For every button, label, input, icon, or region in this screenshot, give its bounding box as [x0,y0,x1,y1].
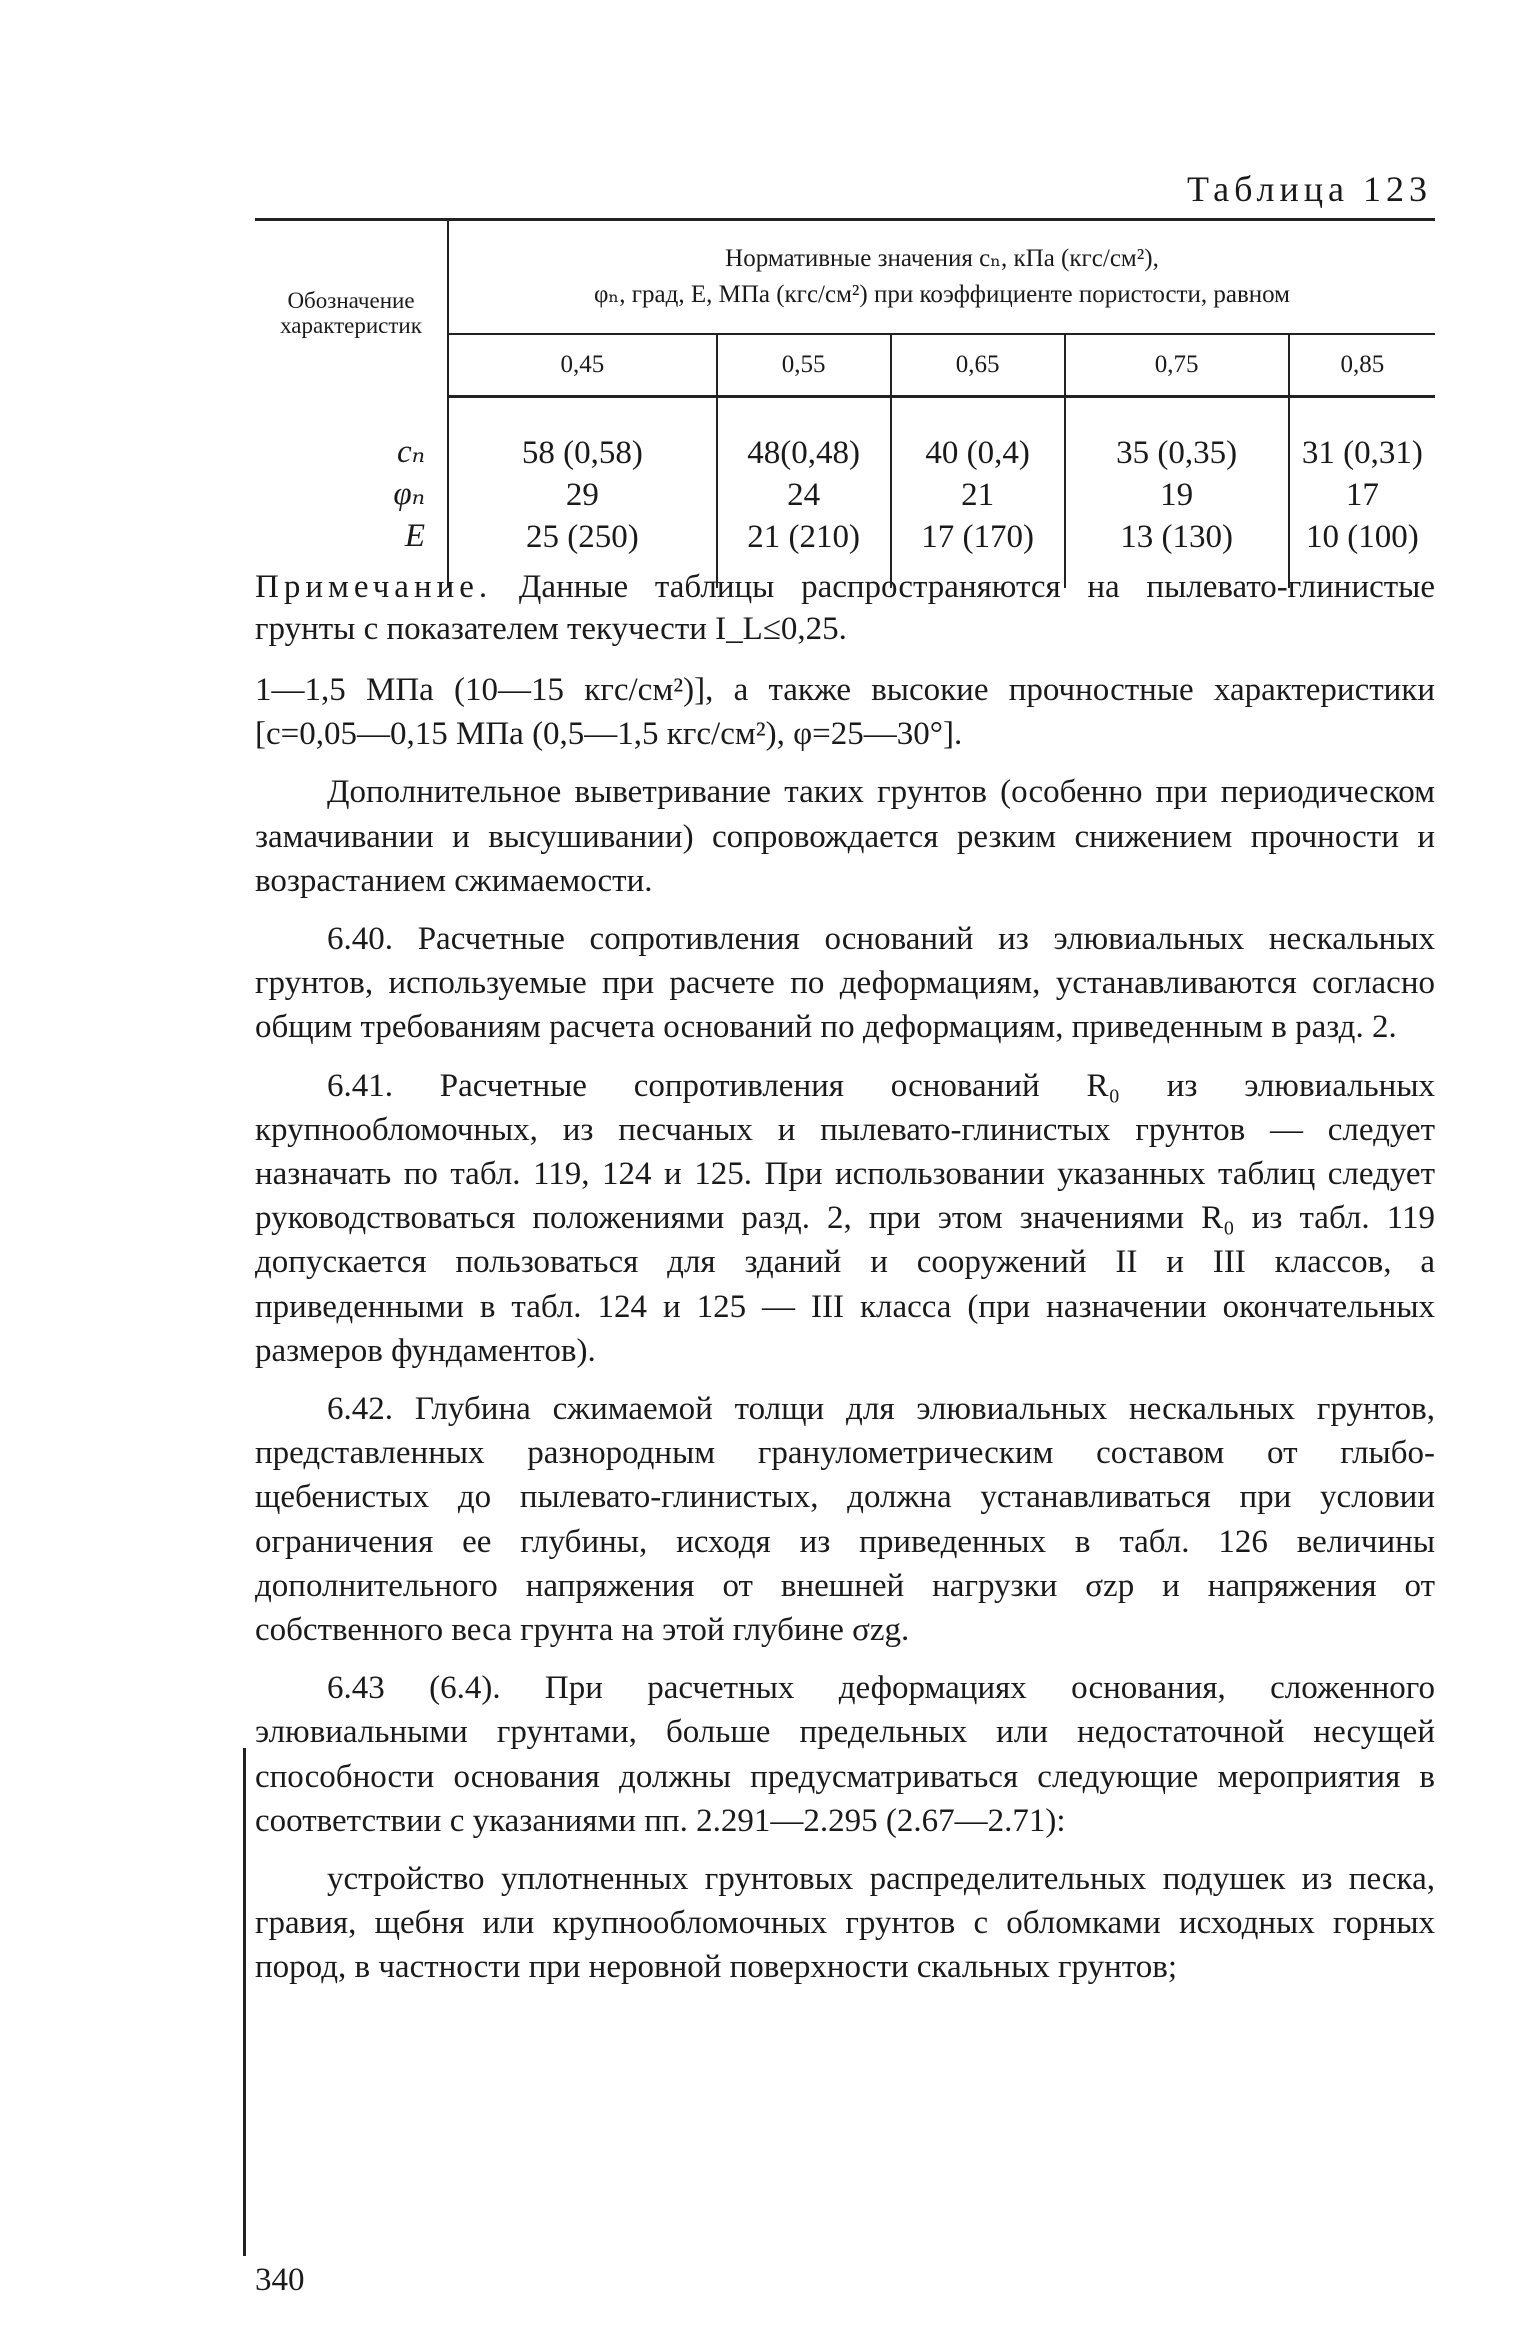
value-column [891,397,1065,589]
header-label: Обозначение характеристик [255,221,448,397]
paragraph: Дополнительное выветривание таких грунтов (особенно при периодическом замачивании и высушивании) сопровождается резким снижением прочности и возрастанием сжимаемости. [255,774,1435,899]
coefficient-header: 0,65 [891,334,1065,397]
value-cell: 21 (210) [747,519,861,555]
value-cell: 17 [1345,477,1379,513]
value-cell: 13 (130) [1120,519,1234,555]
table-caption: Таблица 123 [1187,169,1432,209]
value-cell: 48(0,48) [747,435,861,471]
paragraph-6-40: 6.40. Расчетные сопротивления оснований из элювиальных нескальных грунтов, используемые при расчете по деформациям, устанавливаются согласно общим требованиям расчета оснований по деформациям, приведенным в разд. 2. [255,921,1435,1046]
value-cell: 19 [1160,477,1194,513]
value-cell: 29 [565,477,599,513]
header-normative [448,221,1435,334]
note-text: Данные таблицы распространяются на пылевато-глинистые грунты с показателем текучести I_L≤0,25. [255,569,1435,647]
symbol-column [255,397,448,589]
value-column [1065,397,1289,589]
coefficient-header: 0,55 [717,334,891,397]
paragraph-6-43: 6.43 (6.4). При расчетных деформациях основания, сложенного элювиальными грунтами, больше предельных или недостаточной несущей способности основания должны предусматриваться следующие мероприятия в соответствии с указаниями пп. 2.291—2.295 (2.67—2.71): [255,1670,1435,1839]
paragraph-6-42: 6.42. Глубина сжимаемой толщи для элювиальных нескальных грунтов, представленных разнородным гранулометрическим составом от глыбо-щебенистых до пылевато-глинистых, должна устанавливаться при условии ограничения ее глубины, исходя из приведенных в табл. 126 величины дополнительного напряжения от внешней нагрузки σzp и напряжения от собственного веса грунта на этой глубине σzg. [255,1391,1435,1649]
value-column [1289,397,1435,589]
table-note [255,566,1435,650]
coefficient-header: 0,75 [1065,334,1289,397]
header-normative-line1: Нормативные значения cₙ, кПа (кгс/см²), [725,245,1159,272]
header-normative-line2: φₙ, град, E, МПа (кгс/см²) при коэффициенте пористости, равном [594,281,1290,308]
data-table [255,218,1435,588]
note-label: Примечание. [255,569,493,605]
coefficient-header: 0,45 [448,334,717,397]
value-cell: 10 (100) [1305,519,1419,555]
value-cell: 25 (250) [525,519,639,555]
value-column [717,397,891,589]
list-item: устройство уплотненных грунтовых распределительных подушек из песка, гравия, щебня или крупнообломочных грунтов с обломками исходных горных пород, в частности при неровной поверхности скальных грунтов; [255,1861,1435,1986]
body-text [255,668,1435,2004]
value-column [448,397,717,589]
symbol-phi: φₙ [393,476,425,513]
symbol-cn: cₙ [396,434,425,471]
symbol-e: E [404,518,425,555]
value-cell: 31 (0,31) [1301,435,1423,471]
value-cell: 58 (0,58) [521,435,643,471]
page-number: 340 [255,2262,305,2298]
paragraph: 1—1,5 МПа (10—15 кгс/см²)], а также высокие прочностные характеристики [c=0,05—0,15 МПа (0,5—1,5 кгс/см²), φ=25—30°]. [255,672,1435,753]
value-cell: 24 [787,477,821,513]
coefficient-header: 0,85 [1289,334,1435,397]
value-cell: 35 (0,35) [1116,435,1238,471]
revision-change-bar [243,1748,246,2256]
value-cell: 17 (170) [921,519,1035,555]
paragraph-6-41: 6.41. Расчетные сопротивления оснований R₀ из элювиальных крупнообломочных, из песчаных и пылевато-глинистых грунтов — следует назначать по табл. 119, 124 и 125. При использовании указанных таблиц следует руководствоваться положениями разд. 2, при этом значениями R₀ из табл. 119 допускается пользоваться для зданий и сооружений II и III классов, а приведенными в табл. 124 и 125 — III класса (при назначении окончательных размеров фундаментов). [255,1067,1435,1369]
value-cell: 21 [961,477,995,513]
value-cell: 40 (0,4) [925,435,1030,471]
